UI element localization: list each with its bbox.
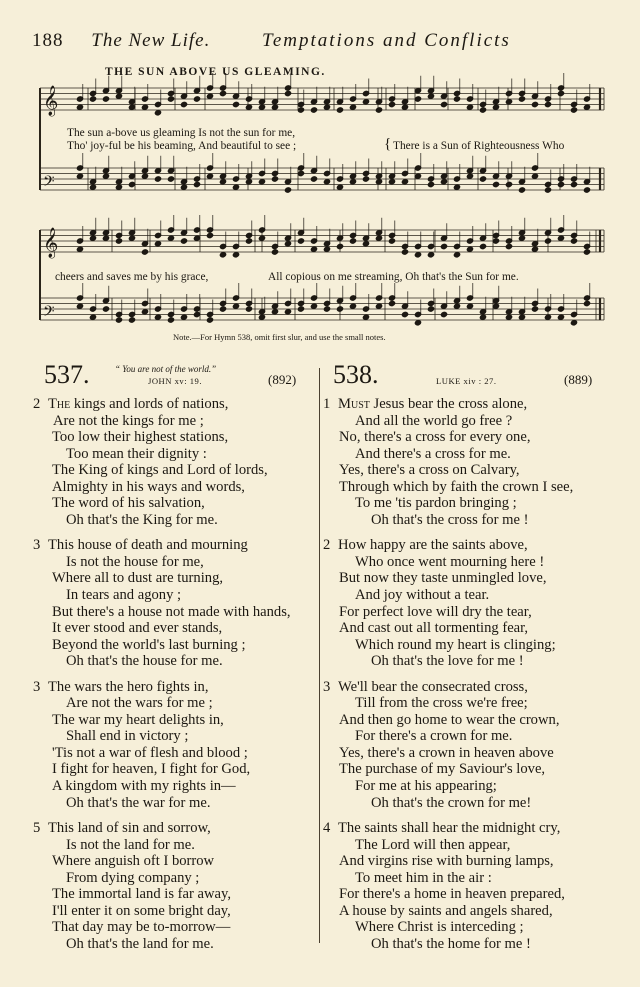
tune-lyrics-line: The sun a-bove us gleaming Is not the sun for me, — [67, 127, 296, 139]
verse-line: Are not the kings for me ; — [53, 412, 204, 429]
verse-line-text: We'll bear the consecrated cross, — [338, 678, 528, 695]
verse-line: And cast out all tormenting fear, — [339, 620, 529, 637]
verse-line: It ever stood and ever stands, — [52, 620, 223, 637]
verse-line: Is not the land for me. — [66, 836, 195, 853]
verse-line: 'Tis not a war of flesh and blood ; — [52, 744, 248, 761]
verse — [323, 678, 573, 811]
verse-line: And joy without a tear. — [355, 587, 490, 604]
tune-lyrics-line: There is a Sun of Righteousness Who — [393, 140, 565, 152]
verse-line-text: This land of sin and sorrow, — [48, 820, 211, 837]
verse — [323, 396, 574, 528]
verse-line — [33, 537, 291, 554]
verse — [323, 820, 573, 952]
verse-line — [33, 820, 291, 837]
verse-line: The purchase of my Saviour's love, — [339, 761, 546, 778]
verse-line: And all the world go free ? — [355, 412, 513, 429]
verse-line: A house by saints and angels shared, — [339, 902, 553, 919]
verse-line: Is not the house for me, — [66, 553, 204, 570]
hymn-537-text — [33, 396, 291, 953]
verse-line: In tears and agony ; — [66, 587, 182, 604]
brace-glyph: { — [384, 136, 392, 152]
verse-line — [33, 396, 291, 413]
verse-line: Where all to dust are turning, — [52, 570, 224, 587]
verse-line: That day may be to-morrow— — [52, 919, 231, 936]
verse-initial-word: Must — [338, 396, 370, 412]
verse-number: 3 — [33, 537, 41, 554]
verse — [33, 537, 291, 670]
verse-number: 3 — [33, 678, 41, 695]
verse — [33, 396, 291, 528]
verse-line: Oh that's the love for me ! — [371, 653, 524, 670]
chapter-title: Temptations and Conflicts — [262, 30, 511, 51]
verse-line-text: This house of death and mourning — [48, 537, 248, 554]
verse-line: I fight for heaven, I fight for God, — [52, 761, 251, 778]
verse-line: To me 'tis pardon bringing ; — [355, 495, 517, 512]
verse-line: Oh that's the cross for me ! — [371, 511, 529, 528]
hymn-epigraph: “ You are not of the world.” — [115, 364, 217, 374]
verse-line: Too mean their dignity : — [66, 445, 207, 462]
hymn-538-text — [323, 396, 574, 953]
hymn-tune-code: (892) — [268, 372, 297, 387]
verse-line: Till from the cross we're free; — [355, 695, 528, 712]
verse-line: And there's a cross for me. — [355, 445, 511, 462]
verse-line: Too low their highest stations, — [52, 429, 229, 446]
verse-line: Shall end in victory ; — [66, 728, 189, 745]
verse-line: Oh that's the house for me. — [66, 653, 223, 670]
verse-line: Oh that's the King for me. — [66, 511, 218, 528]
verse-line: I'll enter it on some bright day, — [52, 902, 231, 919]
verse-line: Oh that's the land for me. — [66, 935, 214, 952]
verse-line: To meet him in the air : — [355, 869, 492, 886]
verse-number: 1 — [323, 396, 331, 412]
verse-number: 5 — [33, 820, 41, 837]
verse-initial-word: The — [48, 396, 71, 412]
verse-line: Yes, there's a cross on Calvary, — [339, 462, 520, 479]
verse-line: For there's a crown for me. — [355, 728, 513, 745]
verse-line: Oh that's the war for me. — [66, 794, 211, 811]
verse-line: Which round my heart is clinging; — [355, 636, 556, 653]
hymn-scripture-reference: LUKE xiv : 27. — [436, 376, 497, 386]
verse-line: But now they taste unmingled love, — [339, 570, 547, 587]
verse-number: 3 — [323, 678, 331, 695]
verse-line-text: The wars the hero fights in, — [48, 678, 209, 695]
svg-text:𝄢: 𝄢 — [43, 173, 55, 194]
verse-line: And virgins rise with burning lamps, — [339, 853, 554, 870]
verse-line: Yes, there's a crown in heaven above — [339, 744, 554, 761]
tune-title: THE SUN ABOVE US GLEAMING. — [105, 66, 326, 78]
svg-text:𝄞: 𝄞 — [43, 86, 59, 116]
verse-number: 4 — [323, 820, 331, 837]
verse-line: Almighty in his ways and words, — [52, 478, 245, 495]
column-divider — [319, 368, 320, 943]
section-title: The New Life. — [91, 30, 211, 51]
verse-line: No, there's a cross for every one, — [339, 429, 531, 446]
verse-line — [323, 820, 573, 837]
hymn-tune-code: (889) — [564, 372, 593, 387]
tune-note: Note.—For Hymn 538, omit first slur, and use the small notes. — [173, 332, 386, 342]
verse-line: Who once went mourning here ! — [355, 553, 545, 570]
page-number: 188 — [32, 30, 64, 51]
verse-line: The King of kings and Lord of lords, — [52, 462, 268, 479]
verse-line: A kingdom with my rights in— — [52, 778, 236, 795]
tune-lyrics-line: cheers and saves me by his grace, — [55, 271, 209, 283]
verse-line: But there's a house not made with hands, — [52, 603, 291, 620]
verse-line-text: kings and lords of nations, — [70, 396, 229, 412]
verse-line — [323, 396, 573, 413]
verse-line-text: How happy are the saints above, — [338, 537, 528, 554]
verse-number: 2 — [323, 537, 331, 554]
verse-line: For perfect love will dry the tear, — [339, 603, 532, 620]
verse-number: 2 — [33, 396, 41, 412]
verse-line — [33, 679, 291, 696]
svg-text:𝄞: 𝄞 — [43, 228, 59, 258]
verse-line: Oh that's the home for me ! — [371, 935, 531, 952]
verse-line: From dying company ; — [66, 869, 200, 886]
hymn-scripture-reference: JOHN xv: 19. — [148, 376, 202, 386]
hymn-number: 538. — [333, 360, 379, 389]
verse-line: Are not the wars for me ; — [66, 695, 213, 712]
verse-line: Where Christ is interceding ; — [355, 919, 524, 936]
verse-line: Through which by faith the crown I see, — [339, 478, 574, 495]
verse-line-text: Jesus bear the cross alone, — [369, 396, 528, 412]
verse-line: The immortal land is far away, — [52, 886, 231, 903]
verse-line: The word of his salvation, — [52, 495, 205, 512]
verse-line: And then go home to wear the crown, — [339, 711, 560, 728]
verse — [33, 678, 291, 811]
verse-line: Beyond the world's last burning ; — [52, 636, 246, 653]
verse-line: Oh that's the crown for me! — [371, 794, 532, 811]
tune-lyrics-line: All copious on me streaming, Oh that's the Sun for me. — [268, 271, 519, 283]
verse — [323, 537, 573, 670]
verse-line — [323, 537, 573, 554]
verse-line — [323, 679, 573, 696]
hymn-number: 537. — [44, 360, 90, 389]
music-score — [0, 0, 640, 340]
verse — [33, 820, 291, 952]
verse-line: For there's a home in heaven prepared, — [339, 886, 565, 903]
verse-line-text: The saints shall hear the midnight cry, — [338, 820, 561, 837]
verse-line: The Lord will then appear, — [355, 836, 511, 853]
verse-line: The war my heart delights in, — [52, 711, 224, 728]
verse-line: Where anguish oft I borrow — [52, 853, 215, 870]
tune-lyrics-line: Tho' joy-ful be his beaming, And beautiful to see ; — [67, 140, 297, 152]
verse-line: For me at his appearing; — [355, 778, 497, 795]
svg-text:𝄢: 𝄢 — [43, 303, 55, 324]
